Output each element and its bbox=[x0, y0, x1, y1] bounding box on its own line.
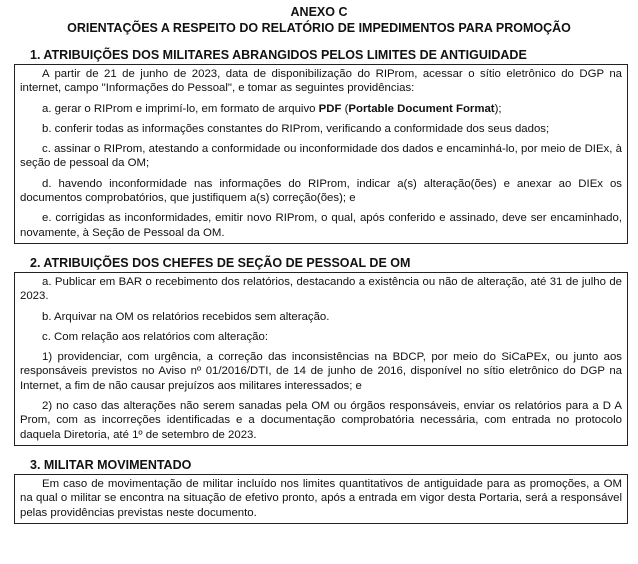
section-3-title: 3. MILITAR MOVIMENTADO bbox=[30, 457, 192, 472]
section-2-item-c2: 2) no caso das alterações não serem sanadas pela OM ou órgãos responsáveis, enviar os relatórios para a D A Prom, com as incorreções identificadas e a documentação comprobatória necessária, com entrada no protocolo daquela Diretoria, até 1º de setembro de 2023. bbox=[20, 400, 622, 441]
section-2-item-a: a. Publicar em BAR o recebimento dos relatórios, destacando a existência ou não de alteração, até 31 de julho de 2023. bbox=[20, 275, 622, 303]
annex-label: ANEXO C bbox=[290, 5, 348, 19]
section-1-item-e: e. corrigidas as inconformidades, emitir novo RIProm, o qual, após conferido e assinado, deve ser encaminhado, novamente, à Seção de Pessoal da OM. bbox=[20, 212, 622, 239]
section-2-item-c1: 1) providenciar, com urgência, a correção das inconsistências na BDCP, por meio do SiCaPEx, ou junto aos responsáveis previstos no Aviso nº 01/2016/DTI, de 14 de junho de 2016, disponível no sítio eletrônico do DGP na Internet, a fim de não causar prejuízos aos militares interessados; e bbox=[20, 351, 622, 392]
section-1-item-d: d. havendo inconformidade nas informações do RIProm, indicar a(s) alteração(ões) e anexar ao DIEx os documentos comprobatórios, que justifiquem a(s) correção(ões); e bbox=[20, 177, 622, 205]
item-a-paren-open: ( bbox=[341, 102, 349, 115]
item-a-text-pre: a. gerar o RIProm e imprimí-lo, em formato de arquivo bbox=[42, 102, 319, 115]
section-2-item-c: c. Com relação aos relatórios com alteração: bbox=[42, 330, 269, 343]
section-1-intro: A partir de 21 de junho de 2023, data de disponibilização do RIProm, acessar o sítio eletrônico do DGP na internet, campo "Informações do Pessoal", e tomar as seguintes providências: bbox=[20, 68, 622, 95]
section-3-box bbox=[14, 474, 628, 524]
section-1-item-a bbox=[20, 102, 622, 116]
pdf-full-term: Portable Document Format bbox=[348, 102, 495, 115]
section-1-box bbox=[14, 64, 628, 244]
section-2-item-b: b. Arquivar na OM os relatórios recebidos sem alteração. bbox=[42, 310, 330, 323]
section-2-title: 2. ATRIBUIÇÕES DOS CHEFES DE SEÇÃO DE PESSOAL DE OM bbox=[30, 255, 411, 270]
section-1-title: 1. ATRIBUIÇÕES DOS MILITARES ABRANGIDOS PELOS LIMITES DE ANTIGUIDADE bbox=[30, 48, 527, 62]
section-2-box bbox=[14, 272, 628, 446]
section-1-item-b: b. conferir todas as informações constantes do RIProm, verificando a conformidade dos seus dados; bbox=[42, 122, 550, 135]
pdf-term: PDF bbox=[318, 102, 342, 115]
section-3-text: Em caso de movimentação de militar incluído nos limites quantitativos de antiguidade para as promoções, a OM na qual o militar se encontra na situação de efetivo pronto, após a entrada em vigor desta Portaria, será a responsável pelas providências previstas neste documento. bbox=[20, 477, 622, 519]
item-a-text-post: ); bbox=[494, 102, 502, 115]
document-title: ORIENTAÇÕES A RESPEITO DO RELATÓRIO DE IMPEDIMENTOS PARA PROMOÇÃO bbox=[67, 21, 571, 35]
section-1-item-c: c. assinar o RIProm, atestando a conformidade ou inconformidade dos dados e encaminhá-lo, por meio de DIEx, à seção de pessoal da OM; bbox=[20, 143, 622, 170]
